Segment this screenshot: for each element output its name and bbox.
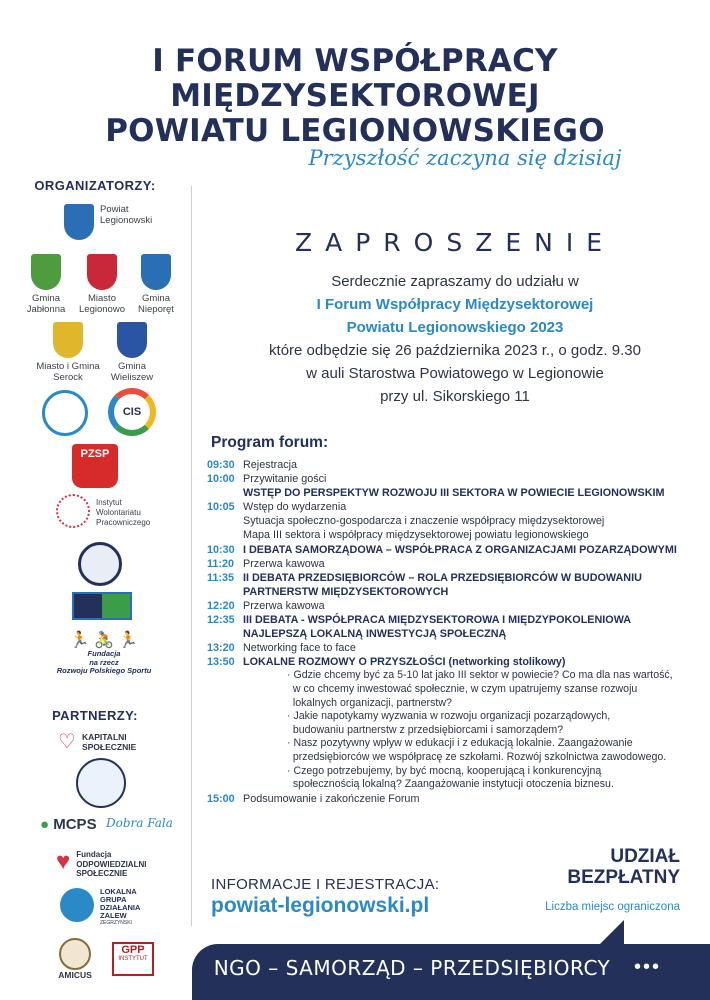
program-text: NAJLEPSZĄ LOKALNĄ INWESTYCJĄ SPOŁECZNĄ [243, 628, 507, 641]
program-text: Rejestracja [243, 459, 298, 471]
program-item [207, 472, 707, 486]
gpp-logo [112, 942, 154, 976]
program-text: Mapa III sektora i współpracy międzysektorowej powiatu legionowskiego [243, 529, 589, 542]
program-time: 11:35 [207, 571, 235, 584]
legionowo-crest-icon [87, 254, 117, 290]
wieliszew-logo [104, 322, 160, 383]
pzsp-logo [72, 444, 118, 488]
cis-logo [108, 388, 156, 436]
program-time: 10:30 [207, 543, 235, 556]
program-time [207, 486, 243, 500]
organizers-heading: ORGANIZATORZY: [34, 178, 156, 193]
participation-line-1: UDZIAŁ [610, 846, 680, 867]
program-text: WSTĘP DO PERSPEKTYW ROZWOJU III SEKTORA W POWIECIE LEGIONOWSKIM [243, 487, 665, 500]
program-time: 09:30 [207, 459, 235, 471]
mcps-mark-icon: ● [40, 816, 50, 833]
wolontariat-caption: Instytut Wolontariatu Pracowniczego [96, 498, 151, 527]
jablonna-caption: Gmina Jabłonna [26, 293, 66, 315]
discussion-question: w co chcemy inwestować społecznie, w czym upatrujemy szanse rozwoju [287, 683, 638, 695]
banner-text: NGO – SAMORZĄD – PRZEDSIĘBIORCY [213, 956, 611, 980]
heart-outline-icon: ♡ [58, 731, 76, 753]
program-item [207, 655, 707, 669]
jablonna-crest-icon [31, 254, 61, 290]
program-item [207, 543, 707, 557]
mcps-logo [40, 816, 97, 833]
invitation-line-2: I Forum Współpracy Międzysektorowej [316, 296, 594, 313]
lgd-caption: LOKALNA GRUPA DZIAŁANIA ZALEW [100, 887, 141, 920]
wieliszew-caption: Gmina Wieliszew [110, 361, 154, 383]
program-text: Podsumowanie i zakończenie Forum [243, 792, 420, 805]
discussion-question: · Czego potrzebujemy, by być mocną, kooperującą i konkurencyjną [287, 764, 602, 777]
kapitalni-caption: KAPITALNI SPOŁECZNIE [81, 732, 137, 752]
program-item [207, 557, 707, 571]
program-text: Przerwa kawowa [243, 557, 325, 570]
program-item [207, 792, 707, 806]
mcps-text: MCPS [53, 816, 97, 833]
program-time: 15:00 [207, 792, 235, 805]
invitation-heading: ZAPROSZENIE [294, 228, 615, 257]
gpp-subtext: INSTYTUT [118, 956, 148, 962]
jablonna-logo [18, 254, 74, 315]
program-text: I DEBATA SAMORZĄDOWA – WSPÓŁPRACA Z ORGANIZACJAMI POZARZĄDOWYMI [243, 543, 677, 556]
registration-link[interactable]: powiat-legionowski.pl [211, 894, 430, 917]
heart-icon: ♥ [56, 848, 71, 875]
invitation-line-6: przy ul. Sikorskiego 11 [380, 388, 530, 405]
program-time: 10:05 [207, 501, 235, 514]
program-item [207, 514, 707, 528]
discussion-question: · Nasz pozytywny wpływ w edukacji i z edukacją lokalnie. Zaangażowanie [287, 737, 633, 750]
limited-seats-note: Liczba miejsc ograniczona [545, 901, 680, 913]
program-time: 12:20 [207, 599, 235, 612]
program-item [207, 500, 707, 514]
program-time: 11:20 [207, 557, 235, 570]
seal-logo-icon [78, 542, 122, 586]
program-item [207, 599, 707, 613]
amicus-text: AMICUS [58, 970, 92, 980]
discussion-question: lokalnych organizacji, partnerstw? [287, 696, 452, 709]
runners-icon: 🏃 🚴 🏃 [69, 632, 139, 649]
powiat-logo [64, 204, 152, 240]
cis-text: CIS [122, 406, 142, 418]
wave-icon [60, 888, 94, 922]
program-text: Przerwa kawowa [243, 599, 325, 612]
program-time: 10:00 [207, 473, 235, 486]
nieporet-crest-icon [141, 254, 171, 290]
program-text: Networking face to face [243, 642, 356, 655]
program-item [207, 585, 707, 599]
program-item [207, 613, 707, 627]
odpowiedzialni-logo [56, 850, 146, 879]
title-line-1: I FORUM WSPÓŁPRACY [152, 43, 558, 79]
powiat-caption: Powiat Legionowski [100, 204, 153, 226]
program-text: III DEBATA - WSPÓŁPRACA MIĘDZYSEKTOROWA I MIĘDZYPOKOLENIOWA [243, 614, 632, 627]
participation-line-2: BEZPŁATNY [567, 867, 680, 888]
program-item [207, 641, 707, 655]
invitation-line-5: w auli Starostwa Powiatowego w Legionowie [306, 365, 604, 382]
program-time [207, 585, 243, 599]
wieliszew-crest-icon [117, 322, 147, 358]
discussion-question: budowaniu partnerstw z przedsiębiorcami i samorządem? [287, 723, 564, 736]
serock-logo [30, 322, 106, 383]
free-participation [520, 846, 680, 888]
fundacja-sport-caption: Fundacja na rzecz Rozwoju Polskiego Sportu [56, 649, 152, 675]
amicus-emblem-icon [59, 938, 91, 970]
discussion-question: · Gdzie chcemy być za 5-10 lat jako III sektor w powiecie? Co ma dla nas wartość, [287, 669, 673, 682]
pzsp-text: PZSP [80, 448, 110, 460]
kapitalni-logo [58, 732, 136, 752]
poradnia-logo-icon [42, 390, 88, 436]
fundacja-sport-logo [54, 630, 154, 676]
info-label: INFORMACJE I REJESTRACJA: [211, 876, 440, 893]
dobra-fala-logo: Dobra Fala [106, 816, 173, 830]
program-item [207, 486, 707, 500]
ellipsis-icon: ••• [634, 956, 662, 978]
nieporet-caption: Gmina Nieporęt [138, 293, 174, 315]
partners-heading: PARTNERZY: [52, 708, 138, 723]
discussion-question: przedsiębiorców we współpracę ze szkołami. Rozwój szkolnictwa zawodowego. [287, 750, 667, 763]
program-text: PARTNERSTW MIĘDZYSEKTOROWYCH [243, 585, 449, 598]
program-text: Wstęp do wydarzenia [243, 501, 347, 514]
legionowo-caption: Miasto Legionowo [79, 293, 125, 315]
program-item [207, 528, 707, 542]
program-time: 13:20 [207, 642, 235, 655]
program-time [207, 514, 243, 528]
title-line-2: MIĘDZYSEKTOROWEJ [170, 78, 540, 114]
program-time: 13:50 [207, 656, 235, 669]
program-time [207, 627, 243, 641]
serock-caption: Miasto i Gmina Serock [36, 361, 100, 383]
program-text: Przywitanie gości [243, 473, 327, 486]
odpowiedzialni-caption: Fundacja ODPOWIEDZIALNI SPOŁECZNIE [76, 850, 147, 878]
column-divider [191, 186, 192, 926]
program-text: Sytuacja społeczno-gospodarcza i znaczenie współpracy międzysektorowej [243, 515, 605, 528]
program-text: LOKALNE ROZMOWY O PRZYSZŁOŚCI (networking stolikowy) [243, 656, 566, 669]
tagline: Przyszłość zaczyna się dzisiaj [308, 146, 622, 170]
program-time [207, 528, 243, 542]
lgd-subcaption: ZEGRZYŃSKI [100, 920, 132, 926]
powiat-crest-icon [64, 204, 94, 240]
discussion-question: społecznością lokalną? Zaangażowanie instytucji otoczenia biznesu. [287, 778, 614, 791]
urzad-pracy-logo-icon [72, 592, 132, 620]
program-item [207, 458, 707, 472]
program-heading: Program forum: [211, 434, 329, 451]
program-item [207, 627, 707, 641]
program-time: 12:35 [207, 614, 235, 627]
invitation-line-1: Serdecznie zapraszamy do udziału w [331, 273, 579, 290]
amicus-logo [50, 938, 100, 980]
forum-title [0, 44, 710, 149]
dandelion-icon [56, 494, 90, 528]
speech-bubble-tail [598, 920, 624, 946]
nieporet-logo [128, 254, 184, 315]
serock-crest-icon [53, 322, 83, 358]
gpp-text: GPP [121, 944, 145, 956]
program-item [207, 571, 707, 585]
program-list [207, 458, 707, 806]
program-text: II DEBATA PRZEDSIĘBIORCÓW – ROLA PRZEDSIĘBIORCÓW W BUDOWANIU [243, 571, 642, 584]
legionowo-logo [74, 254, 130, 315]
wolontariat-logo [56, 494, 150, 528]
sailing-logo-icon [76, 758, 126, 808]
discussion-question: · Jakie napotykamy wyzwania w rozwoju organizacji pozarządowych, [287, 710, 611, 723]
invitation-text [200, 270, 710, 408]
invitation-line-4: które odbędzie się 26 października 2023 r., o godz. 9.30 [269, 342, 641, 359]
lgd-logo [60, 888, 140, 926]
invitation-line-3: Powiatu Legionowskiego 2023 [346, 319, 564, 336]
title-line-3: POWIATU LEGIONOWSKIEGO [105, 113, 605, 149]
